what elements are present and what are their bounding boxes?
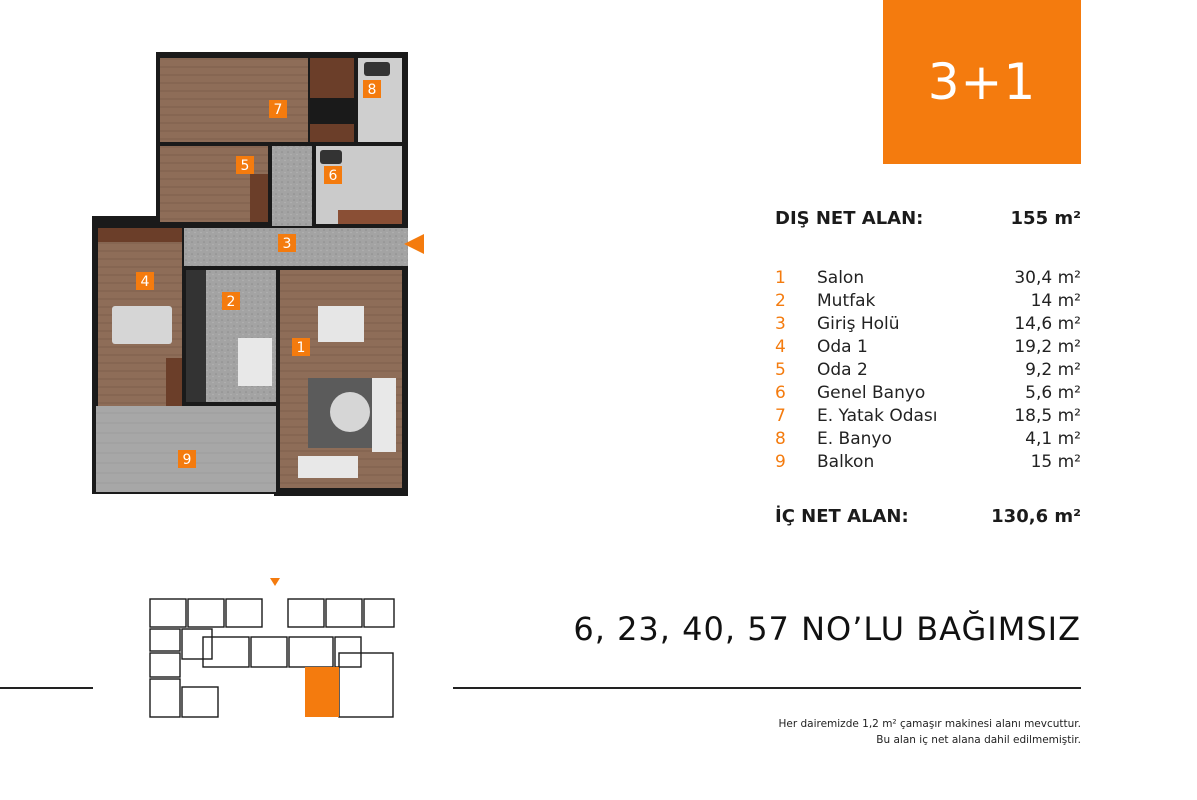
room-label-2 bbox=[222, 292, 240, 310]
list-item bbox=[775, 427, 1081, 450]
room-label-8 bbox=[363, 80, 381, 98]
room-area: 18,5 m² bbox=[1014, 405, 1081, 426]
list-item bbox=[775, 450, 1081, 473]
note bbox=[778, 716, 1081, 748]
room-name: Giriş Holü bbox=[817, 313, 900, 334]
list-item bbox=[775, 335, 1081, 358]
room-name: Oda 1 bbox=[817, 336, 868, 357]
unit-type-badge bbox=[883, 0, 1081, 164]
list-item bbox=[775, 358, 1081, 381]
highlighted-unit bbox=[305, 667, 339, 717]
room-label-5 bbox=[236, 156, 254, 174]
svg-text:8: 8 bbox=[367, 82, 377, 98]
svg-text:5: 5 bbox=[240, 158, 250, 174]
unit-title: 6, 23, 40, 57 NO’LU BAĞIMSIZ bbox=[573, 610, 1081, 648]
room-name: E. Banyo bbox=[817, 428, 892, 449]
room-label-6 bbox=[324, 166, 342, 184]
svg-text:2: 2 bbox=[226, 294, 236, 310]
room-name: Oda 2 bbox=[817, 359, 868, 380]
room-3-floor bbox=[272, 146, 312, 226]
room-label-3 bbox=[278, 234, 296, 252]
room-area: 5,6 m² bbox=[1025, 382, 1081, 403]
divider-right bbox=[453, 687, 1081, 689]
svg-text:7: 7 bbox=[273, 102, 283, 118]
room-area: 30,4 m² bbox=[1014, 267, 1081, 288]
room-number: 4 bbox=[775, 336, 786, 357]
room-name: Mutfak bbox=[817, 290, 876, 311]
room-label-7 bbox=[269, 100, 287, 118]
room-number: 1 bbox=[775, 267, 786, 288]
room-9-floor bbox=[96, 406, 276, 492]
room-area: 14,6 m² bbox=[1014, 313, 1081, 334]
inner-net-area-row bbox=[775, 506, 1081, 527]
outer-net-area-value: 155 m² bbox=[1010, 208, 1081, 229]
room-number: 5 bbox=[775, 359, 786, 380]
inner-net-area-value: 130,6 m² bbox=[991, 506, 1081, 527]
list-item bbox=[775, 312, 1081, 335]
outer-net-area-row bbox=[775, 208, 1081, 229]
svg-text:6: 6 bbox=[328, 168, 338, 184]
room-name: Genel Banyo bbox=[817, 382, 926, 403]
note-line-1: Her dairemizde 1,2 m² çamaşır makinesi alanı mevcuttur. bbox=[778, 718, 1081, 730]
room-area: 15 m² bbox=[1030, 451, 1081, 472]
room-area: 9,2 m² bbox=[1025, 359, 1081, 380]
room-number: 8 bbox=[775, 428, 786, 449]
room-number: 3 bbox=[775, 313, 786, 334]
room-name: E. Yatak Odası bbox=[817, 405, 938, 426]
list-item bbox=[775, 381, 1081, 404]
room-number: 9 bbox=[775, 451, 786, 472]
orientation-arrow bbox=[270, 578, 280, 586]
room-number: 6 bbox=[775, 382, 786, 403]
divider-left bbox=[0, 687, 93, 689]
svg-text:1: 1 bbox=[296, 340, 306, 356]
svg-text:9: 9 bbox=[182, 452, 192, 468]
list-item bbox=[775, 266, 1081, 289]
room-name: Salon bbox=[817, 267, 865, 288]
inner-net-area-label: İÇ NET ALAN: bbox=[775, 506, 909, 527]
key-plan bbox=[145, 575, 405, 725]
room-name: Balkon bbox=[817, 451, 875, 472]
note-line-2: Bu alan iç net alana dahil edilmemiştir. bbox=[876, 734, 1081, 746]
floor-plan bbox=[88, 48, 438, 500]
room-area: 14 m² bbox=[1030, 290, 1081, 311]
room-list bbox=[775, 266, 1081, 473]
room-number: 7 bbox=[775, 405, 786, 426]
outer-net-area-label: DIŞ NET ALAN: bbox=[775, 208, 924, 229]
list-item bbox=[775, 289, 1081, 312]
room-area: 4,1 m² bbox=[1025, 428, 1081, 449]
room-area: 19,2 m² bbox=[1014, 336, 1081, 357]
room-label-1 bbox=[292, 338, 310, 356]
list-item bbox=[775, 404, 1081, 427]
room-label-4 bbox=[136, 272, 154, 290]
svg-text:3: 3 bbox=[282, 236, 292, 252]
svg-text:4: 4 bbox=[140, 274, 150, 290]
room-label-9 bbox=[178, 450, 196, 468]
room-number: 2 bbox=[775, 290, 786, 311]
unit-type: 3+1 bbox=[927, 53, 1037, 111]
